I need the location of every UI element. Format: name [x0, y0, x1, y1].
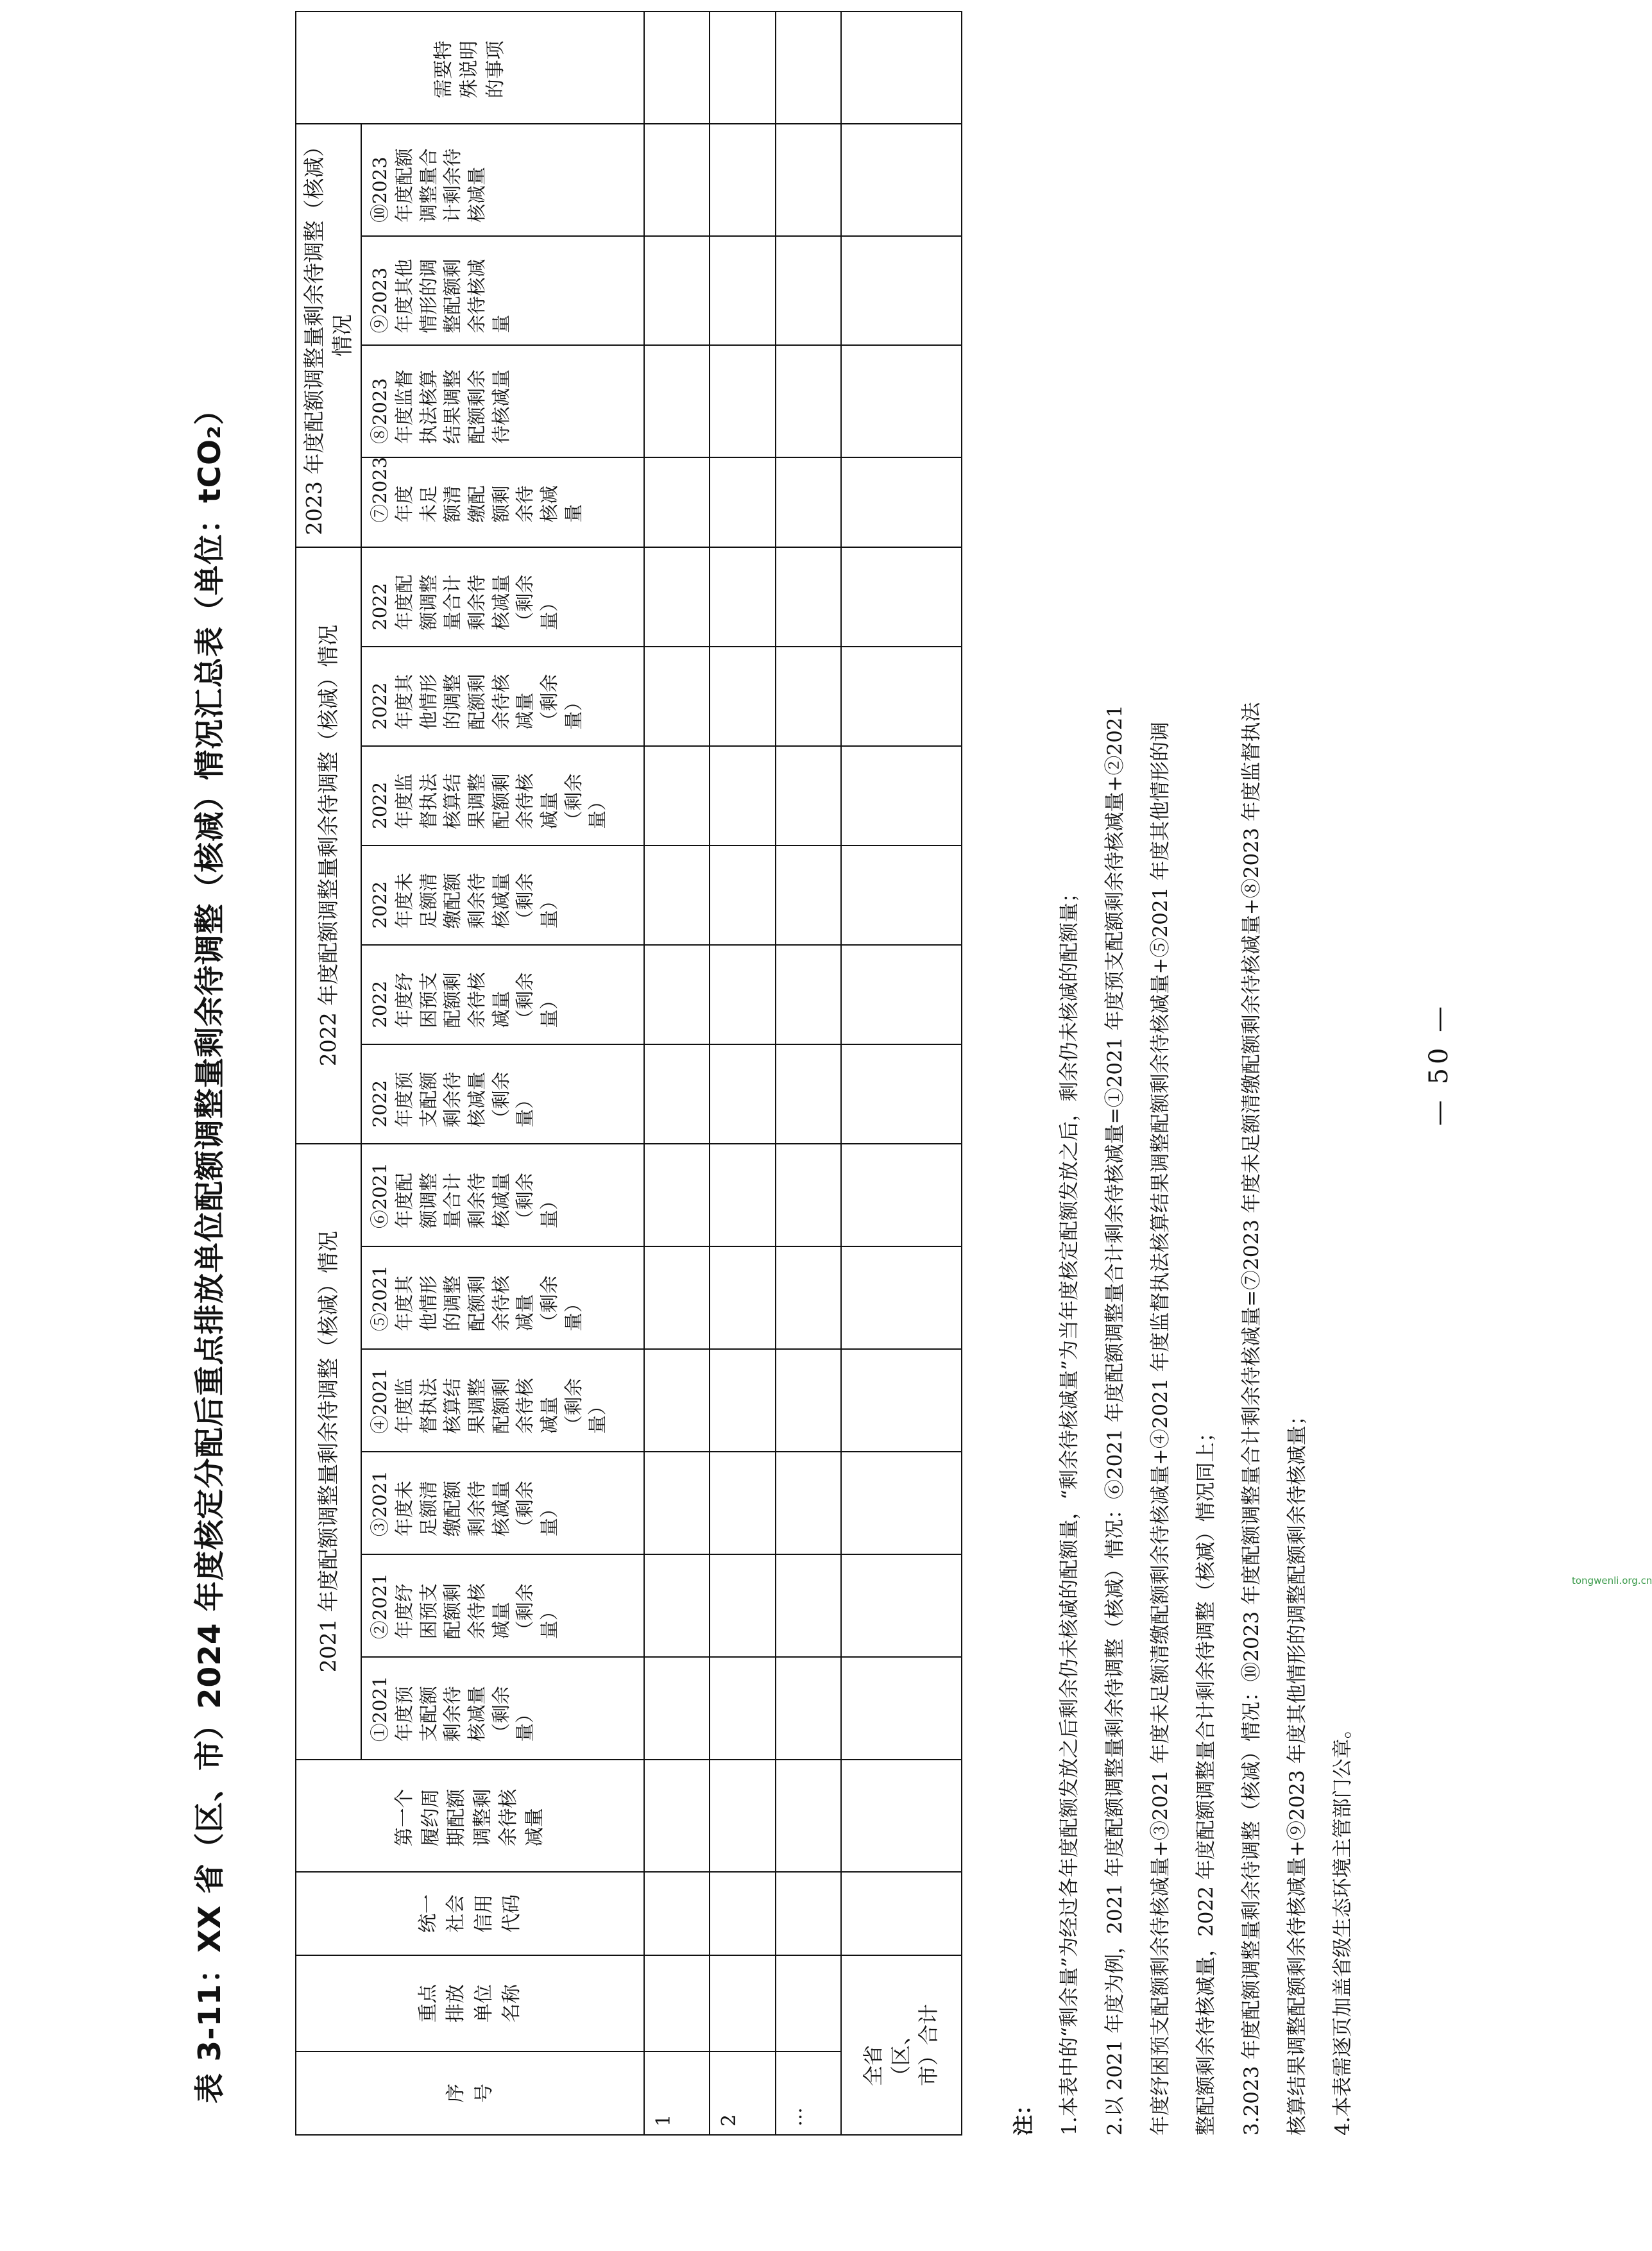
- note-2-line-3: 整配额剩余待核减量，2022 年度配额调整量合计剩余待调整（核减）情况同上；: [1195, 1422, 1218, 2136]
- note-2-line-1: 2.以 2021 年度为例，2021 年度配额调整量剩余待调整（核减）情况：⑥2021 年度配额调整量合计剩余待核减量=①2021 年度预支配额剩余待核减量+②2021: [1103, 704, 1127, 2136]
- header-2023-sub-7: ⑦2023 年度未足额清缴配额剩余待核减量: [361, 457, 644, 547]
- header-2022-sub-4: 2022 年度监督执法核算结果调整配额剩余待核减量（剩余量）: [361, 746, 644, 845]
- row-seq: 2: [710, 2051, 775, 2135]
- header-2021-sub-6: ⑥2021 年度配额调整量合计剩余待核减量（剩余量）: [361, 1144, 644, 1246]
- header-2021-sub-1: ①2021 年度预支配额剩余待核减量（剩余量）: [361, 1657, 644, 1760]
- total-row-label: 全省（区、市）合计: [841, 1955, 962, 2135]
- header-2023-sub-10: ⑩2023 年度配额调整量合计剩余待核减量: [361, 124, 644, 236]
- header-group-2023: 2023 年度配额调整量剩余待调整（核减）情况: [296, 124, 361, 547]
- header-2023-sub-8: ⑧2023 年度监督执法核算结果调整配额剩余待核减量: [361, 345, 644, 457]
- header-2022-sub-3: 2022 年度未足额清缴配额剩余待核减量（剩余量）: [361, 845, 644, 945]
- header-group-2022: 2022 年度配额调整量剩余待调整（核减）情况: [296, 547, 361, 1144]
- row-seq: 1: [644, 2051, 710, 2135]
- header-group-2021: 2021 年度配额调整量剩余待调整（核减）情况: [296, 1144, 361, 1760]
- table-row: [644, 12, 710, 2135]
- total-row: [841, 12, 962, 2135]
- header-seq: 序号: [296, 2051, 644, 2135]
- summary-table: [295, 11, 962, 2136]
- header-unit-name: 重点排放单位名称: [296, 1955, 644, 2051]
- notes-section: [1001, 115, 1366, 2136]
- header-2021-sub-3: ③2021 年度未足额清缴配额剩余待核减量（剩余量）: [361, 1452, 644, 1554]
- table-title: 表 3-11：XX 省（区、市）2024 年度核定分配后重点排放单位配额调整量剩余待调整（核减）情况汇总表（单位：tCO₂）: [192, 394, 228, 2103]
- header-special-notes: 需要特殊说明的事项: [296, 12, 644, 124]
- table-row: [776, 12, 841, 2135]
- header-2023-sub-9: ⑨2023 年度其他情形的调整配额剩余待核减量: [361, 236, 644, 345]
- page-number: — 50 —: [1424, 1002, 1454, 1126]
- note-3-line-2: 核算结果调整配额剩余待核减量+⑨2023 年度其他情形的调整配额剩余待核减量；: [1286, 1406, 1309, 2136]
- header-credit-code: 统一社会信用代码: [296, 1872, 644, 1955]
- header-2022-sub-1: 2022 年度预支配额剩余待核减量（剩余量）: [361, 1044, 644, 1144]
- header-2022-sub-2: 2022 年度纾困预支配额剩余待核减量（剩余量）: [361, 945, 644, 1044]
- notes-label: 注：: [1011, 2094, 1035, 2136]
- note-2-line-2: 年度纾困预支配额剩余待核减量+③2021 年度未足额清缴配额剩余待核减量+④2021 年度监督执法核算结果调整配额剩余待核减量+⑤2021 年度其他情形的调: [1149, 721, 1172, 2136]
- note-1: 1.本表中的“剩余量”为经过各年度配额发放之后剩余仍未核减的配额量，“剩余待核减量”为当年度核定配额发放之后，剩余仍未核减的配额量；: [1058, 883, 1081, 2136]
- row-seq: …: [776, 2051, 841, 2135]
- note-3-line-1: 3.2023 年度配额调整量剩余待调整（核减）情况：⑩2023 年度配额调整量合计剩余待核减量=⑦2023 年度未足额清缴配额剩余待核减量+⑧2023 年度监督执法: [1240, 702, 1263, 2136]
- header-2021-sub-2: ②2021 年度纾困预支配额剩余待核减量（剩余量）: [361, 1554, 644, 1657]
- watermark-text: tongwenli.org.cn: [1572, 1575, 1652, 1586]
- header-2021-sub-4: ④2021 年度监督执法核算结果调整配额剩余待核减量（剩余量）: [361, 1349, 644, 1452]
- header-2022-sub-5: 2022 年度其他情形的调整配额剩余待核减量（剩余量）: [361, 647, 644, 746]
- header-2022-sub-6: 2022 年度配额调整量合计剩余待核减量（剩余量）: [361, 547, 644, 647]
- note-4: 4.本表需逐页加盖省级生态环境主管部门公章。: [1331, 1719, 1354, 2136]
- header-row-groups: [296, 12, 361, 2135]
- table-row: [710, 12, 775, 2135]
- header-2021-sub-5: ⑤2021 年度其他情形的调整配额剩余待核减量（剩余量）: [361, 1246, 644, 1349]
- header-first-period: 第一个履约周期配额调整剩余待核减量: [296, 1760, 644, 1872]
